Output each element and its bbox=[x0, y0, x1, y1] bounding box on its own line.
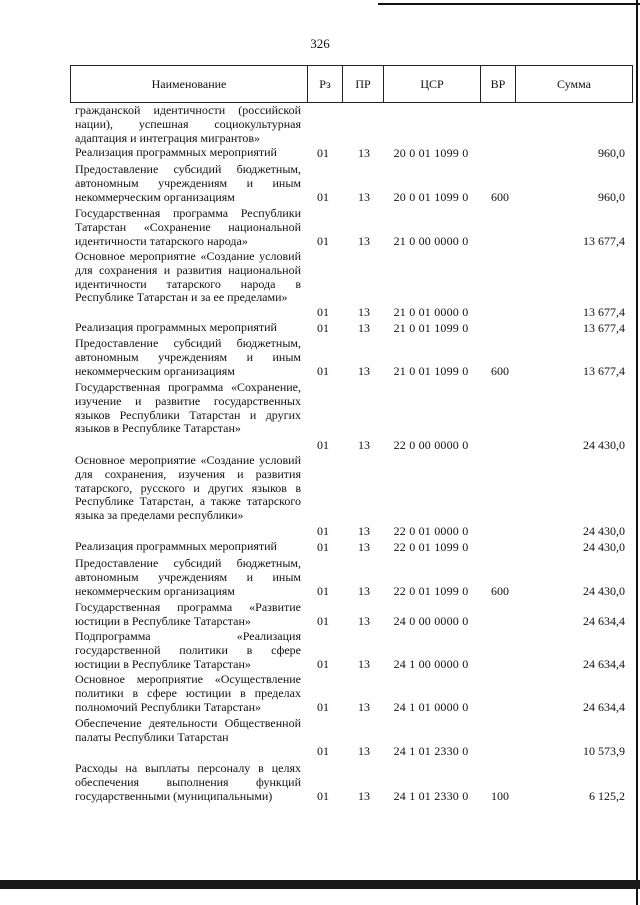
row-sum: 24 430,0 bbox=[583, 524, 625, 539]
top-edge-line bbox=[378, 3, 640, 5]
table-row bbox=[70, 762, 633, 804]
row-rz: 01 bbox=[317, 789, 329, 804]
table-row bbox=[70, 540, 633, 555]
row-csr: 24 1 00 0000 0 bbox=[393, 657, 469, 672]
table-row bbox=[70, 207, 633, 249]
table-row bbox=[70, 673, 633, 715]
row-pr: 13 bbox=[358, 700, 370, 715]
row-pr: 13 bbox=[358, 540, 370, 555]
row-csr: 21 0 01 0000 0 bbox=[393, 305, 469, 320]
header-csr: ЦСР bbox=[420, 77, 444, 91]
row-vr: 100 bbox=[491, 789, 509, 804]
row-name: Основное мероприятие «Создание условий для сохранения, изучения и развития татарского, русского и других языков в Республике Татарстан, а также татарского языка за пределами республики» bbox=[75, 453, 301, 523]
row-rz: 01 bbox=[317, 614, 329, 629]
row-sum: 24 634,4 bbox=[583, 614, 625, 629]
row-csr: 22 0 01 1099 0 bbox=[393, 584, 469, 599]
row-name: Основное мероприятие «Создание условий для сохранения и развития национальной идентичности татарского народа в Республике Татарстан и за ее пределами» bbox=[75, 249, 301, 305]
header-name: Наименование bbox=[151, 77, 227, 91]
right-edge-line bbox=[636, 0, 638, 905]
row-sum: 13 677,4 bbox=[583, 364, 625, 379]
row-rz: 01 bbox=[317, 305, 329, 320]
row-csr: 22 0 01 0000 0 bbox=[393, 524, 469, 539]
row-rz: 01 bbox=[317, 657, 329, 672]
table-row bbox=[70, 321, 633, 336]
row-csr: 21 0 01 1099 0 bbox=[393, 321, 469, 336]
page-number: 326 bbox=[310, 36, 330, 51]
header-rz: Рз bbox=[319, 77, 331, 91]
row-sum: 960,0 bbox=[598, 190, 625, 205]
row-pr: 13 bbox=[358, 524, 370, 539]
row-csr: 22 0 00 0000 0 bbox=[393, 438, 469, 453]
row-name: Подпрограмма «Реализация государственной политики в сфере юстиции в Республике Татарстан» bbox=[75, 629, 301, 671]
row-rz: 01 bbox=[317, 700, 329, 715]
row-rz: 01 bbox=[317, 438, 329, 453]
row-name: Государственная программа Республики Татарстан «Сохранение национальной идентичности татарского народа» bbox=[75, 206, 301, 248]
row-rz: 01 bbox=[317, 524, 329, 539]
row-name: гражданской идентичности (российской нации), успешная социокультурная адаптация и интеграция мигрантов» bbox=[75, 103, 301, 145]
row-rz: 01 bbox=[317, 584, 329, 599]
row-sum: 13 677,4 bbox=[583, 234, 625, 249]
row-sum: 13 677,4 bbox=[583, 305, 625, 320]
row-csr: 24 0 00 0000 0 bbox=[393, 614, 469, 629]
row-pr: 13 bbox=[358, 744, 370, 759]
table-row bbox=[70, 601, 633, 629]
row-rz: 01 bbox=[317, 190, 329, 205]
row-csr: 21 0 00 0000 0 bbox=[393, 234, 469, 249]
row-pr: 13 bbox=[358, 438, 370, 453]
row-vr: 600 bbox=[491, 190, 509, 205]
row-name: Обеспечение деятельности Общественной палаты Республики Татарстан bbox=[75, 716, 301, 744]
row-sum: 6 125,2 bbox=[589, 789, 625, 804]
row-rz: 01 bbox=[317, 234, 329, 249]
row-name: Предоставление субсидий бюджетным, автономным учреждениям и иным некоммерческим организациям bbox=[75, 336, 301, 378]
header-vr: ВР bbox=[490, 77, 506, 91]
table-row bbox=[70, 557, 633, 599]
row-name: Реализация программных мероприятий bbox=[75, 145, 277, 159]
row-csr: 24 1 01 2330 0 bbox=[393, 789, 469, 804]
row-name: Основное мероприятие «Осуществление политики в сфере юстиции в пределах полномочий Республики Татарстан» bbox=[75, 672, 301, 714]
row-csr: 20 0 01 1099 0 bbox=[393, 190, 469, 205]
row-sum: 24 430,0 bbox=[583, 438, 625, 453]
row-name: Государственная программа «Сохранение, изучение и развитие государственных языков Республики Татарстан и других языков в Республике Татарстан» bbox=[75, 380, 301, 436]
header-pr: ПР bbox=[355, 77, 371, 91]
row-csr: 20 0 01 1099 0 bbox=[393, 146, 469, 161]
row-pr: 13 bbox=[358, 657, 370, 672]
row-name: Предоставление субсидий бюджетным, автономным учреждениям и иным некоммерческим организациям bbox=[75, 162, 301, 204]
row-csr: 21 0 01 1099 0 bbox=[393, 364, 469, 379]
table-row bbox=[70, 630, 633, 672]
row-pr: 13 bbox=[358, 364, 370, 379]
row-name: Реализация программных мероприятий bbox=[75, 539, 277, 553]
row-pr: 13 bbox=[358, 321, 370, 336]
table-row bbox=[70, 146, 633, 161]
row-name: Расходы на выплаты персоналу в целях обеспечения выполнения функций государственными (муниципальными) bbox=[75, 761, 301, 803]
row-sum: 24 430,0 bbox=[583, 540, 625, 555]
row-csr: 22 0 01 1099 0 bbox=[393, 540, 469, 555]
row-name: Государственная программа «Развитие юстиции в Республике Татарстан» bbox=[75, 600, 301, 628]
table-row bbox=[70, 454, 633, 539]
table-row bbox=[70, 250, 633, 320]
row-name: Предоставление субсидий бюджетным, автономным учреждениям и иным некоммерческим организациям bbox=[75, 556, 301, 598]
row-rz: 01 bbox=[317, 146, 329, 161]
row-csr: 24 1 01 2330 0 bbox=[393, 744, 469, 759]
row-pr: 13 bbox=[358, 190, 370, 205]
row-pr: 13 bbox=[358, 234, 370, 249]
row-sum: 10 573,9 bbox=[583, 744, 625, 759]
row-vr: 600 bbox=[491, 364, 509, 379]
row-vr: 600 bbox=[491, 584, 509, 599]
row-sum: 24 634,4 bbox=[583, 700, 625, 715]
row-pr: 13 bbox=[358, 146, 370, 161]
row-pr: 13 bbox=[358, 614, 370, 629]
row-pr: 13 bbox=[358, 789, 370, 804]
row-sum: 24 430,0 bbox=[583, 584, 625, 599]
row-rz: 01 bbox=[317, 364, 329, 379]
scan-bottom-band bbox=[0, 880, 640, 889]
row-rz: 01 bbox=[317, 321, 329, 336]
row-pr: 13 bbox=[358, 305, 370, 320]
row-csr: 24 1 01 0000 0 bbox=[393, 700, 469, 715]
header-sum: Сумма bbox=[557, 77, 591, 91]
row-rz: 01 bbox=[317, 540, 329, 555]
row-name: Реализация программных мероприятий bbox=[75, 320, 277, 334]
row-sum: 13 677,4 bbox=[583, 321, 625, 336]
row-pr: 13 bbox=[358, 584, 370, 599]
table-row bbox=[70, 163, 633, 205]
table-row bbox=[70, 381, 633, 453]
table-row bbox=[70, 104, 633, 146]
row-rz: 01 bbox=[317, 744, 329, 759]
row-sum: 24 634,4 bbox=[583, 657, 625, 672]
row-sum: 960,0 bbox=[598, 146, 625, 161]
table-header bbox=[70, 65, 633, 103]
table-row bbox=[70, 337, 633, 379]
table-row bbox=[70, 717, 633, 759]
